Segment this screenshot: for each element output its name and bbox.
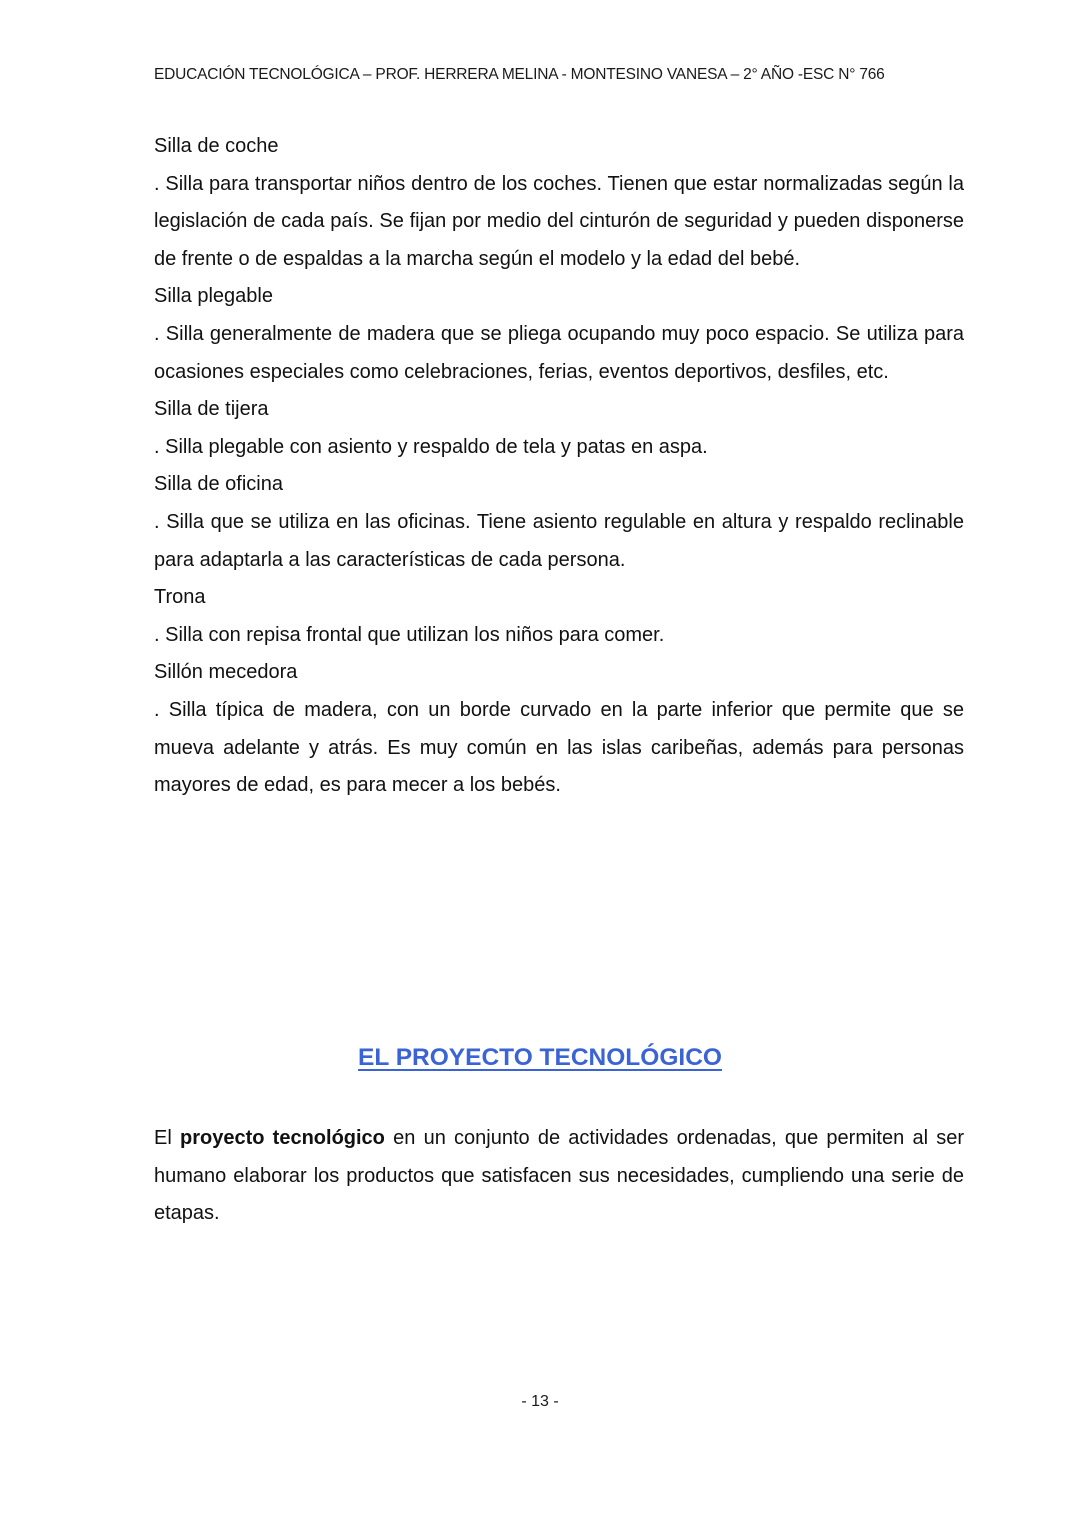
entry-definition: . Silla con repisa frontal que utilizan los niños para comer. — [154, 623, 665, 646]
section-title: EL PROYECTO TECNOLÓGICO — [358, 1044, 722, 1071]
intro-rest: en un conjunto de actividades ordenadas, que permiten al ser humano elaborar los productos que satisfacen sus necesidades, cumpliendo una serie de etapas. — [154, 1127, 965, 1225]
entry-definition: . Silla plegable con asiento y respaldo de tela y patas en aspa. — [154, 435, 708, 458]
page-number: - 13 - — [521, 1393, 559, 1410]
page-header: EDUCACIÓN TECNOLÓGICA – PROF. HERRERA MELINA - MONTESINO VANESA – 2° AÑO -ESC N° 766 — [154, 66, 885, 83]
entry-definition: . Silla para transportar niños dentro de los coches. Tienen que estar normalizadas según la legislación de cada país. Se fijan por medio del cinturón de seguridad y pueden disponerse de frente o de espaldas a la marcha según el modelo y la edad del bebé. — [154, 172, 964, 270]
entry-term: Silla de oficina — [154, 473, 283, 496]
entry-term: Trona — [154, 586, 206, 609]
entry-definition: . Silla generalmente de madera que se pliega ocupando muy poco espacio. Se utiliza para ocasiones especiales como celebraciones, ferias, eventos deportivos, desfiles, etc. — [154, 322, 964, 383]
entry-definition: . Silla típica de madera, con un borde curvado en la parte inferior que permite que se mueva adelante y atrás. Es muy común en las islas caribeñas, además para personas mayores de edad, es para mecer a los bebés. — [154, 698, 964, 797]
intro-bold-term: proyecto tecnológico — [180, 1127, 385, 1149]
section-intro — [154, 1120, 964, 1233]
entry-term: Silla de coche — [154, 135, 279, 157]
chair-types-list — [154, 128, 964, 805]
entry-definition: . Silla que se utiliza en las oficinas. Tiene asiento regulable en altura y respaldo reclinable para adaptarla a las características de cada persona. — [154, 510, 964, 571]
entry-term: Silla de tijera — [154, 398, 269, 421]
entry-term: Silla plegable — [154, 285, 273, 308]
entry-term: Sillón mecedora — [154, 661, 298, 684]
intro-prefix: El — [154, 1127, 180, 1149]
